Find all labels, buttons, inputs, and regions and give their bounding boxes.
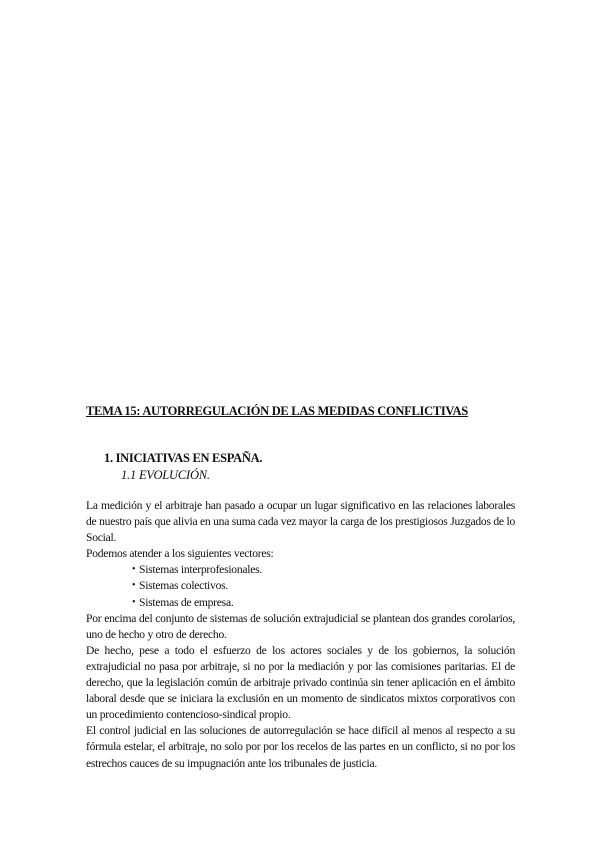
bullet-icon: • [132,580,136,592]
document-title: TEMA 15: AUTORREGULACIÓN DE LAS MEDIDAS CONFLICTIVAS [86,404,468,418]
bullet-icon: • [132,564,136,576]
list-item [86,578,515,594]
list-item [86,595,515,611]
subsection-heading: 1.1 EVOLUCIÓN. [121,468,210,482]
paragraph: De hecho, pese a todo el esfuerzo de los actores sociales y de los gobiernos, la solución extrajudicial no pasa por arbitraje, si no por la mediación y por las comisiones paritarias. El de derecho, que la legislación común de arbitraje privado continúa sin tener aplicación en el ámbito laboral desde que se iniciara la exclusión en un momento de sindicatos mixtos corporativos con un procedimiento contencioso-sindical propio. [86,643,515,722]
section-heading: 1. INICIATIVAS EN ESPAÑA. [104,451,263,465]
paragraph: Podemos atender a los siguientes vectores: [86,547,274,561]
list-item [86,562,515,578]
paragraph: Por encima del conjunto de sistemas de solución extrajudicial se plantean dos grandes corolarios, uno de hecho y otro de derecho. [86,611,515,641]
list-item-text: Sistemas de empresa. [139,595,234,609]
document-body [86,498,515,772]
paragraph: La medición y el arbitraje han pasado a ocupar un lugar significativo en las relaciones laborales de nuestro país que alivia en una suma cada vez mayor la carga de los prestigiosos Juzgados de lo Social. [86,499,515,545]
list-item-text: Sistemas colectivos. [139,579,229,593]
paragraph: El control judicial en las soluciones de autorregulación se hace difícil al menos al respecto a su fórmula estelar, el arbitraje, no solo por por los recelos de las partes en un conflicto, si no por los estrechos cauces de su impugnación ante los tribunales de justicia. [86,724,515,770]
bullet-icon: • [132,596,136,608]
list-item-text: Sistemas interprofesionales. [139,563,263,577]
vector-list [86,562,515,610]
